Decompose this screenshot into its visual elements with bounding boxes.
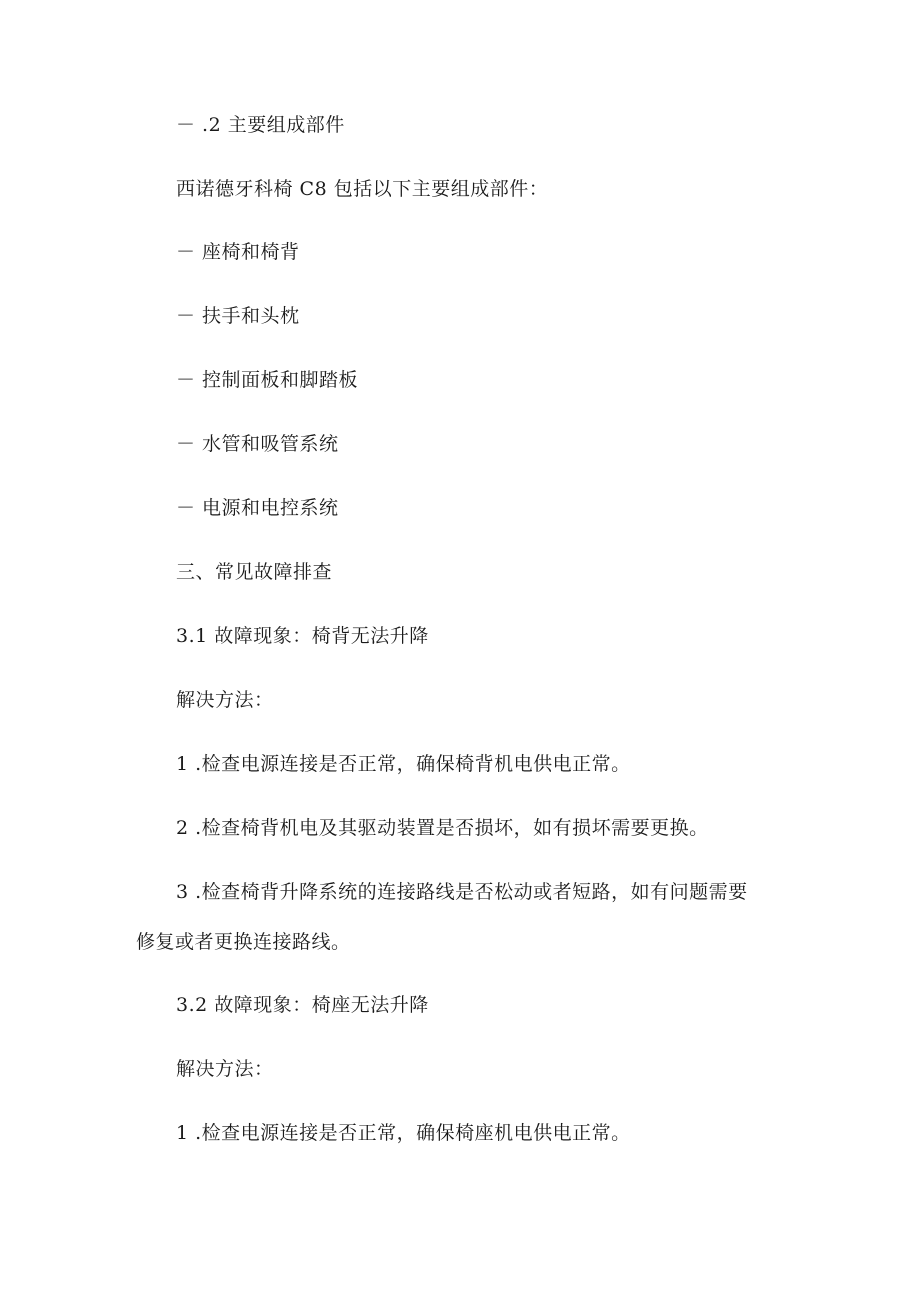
section-heading-3: 三、常见故障排查 [176,561,333,583]
solution-step-2: 2 .检查椅背机电及其驱动装置是否损坏，如有损坏需要更换。 [176,817,709,839]
section-heading-1-2: － .2 主要组成部件 [176,114,345,136]
components-intro: 西诺德牙科椅 C8 包括以下主要组成部件： [176,178,549,200]
list-item-power-control: － 电源和电控系统 [176,497,339,519]
list-item-water-suction: － 水管和吸管系统 [176,433,339,455]
list-item-armrest-headrest: － 扶手和头枕 [176,305,300,327]
solution-label-1: 解决方法： [176,689,274,711]
solution-step-3-continued: 修复或者更换连接路线。 [136,931,351,953]
solution-step-3: 3 .检查椅背升降系统的连接路线是否松动或者短路，如有问题需要 [176,881,748,903]
fault-heading-3-1: 3.1 故障现象：椅背无法升降 [176,625,429,647]
solution-label-2: 解决方法： [176,1058,274,1080]
fault-heading-3-2: 3.2 故障现象：椅座无法升降 [176,994,429,1016]
list-item-seat-backrest: － 座椅和椅背 [176,241,300,263]
solution-step-1-seat: 1 .检查电源连接是否正常，确保椅座机电供电正常。 [176,1122,631,1144]
solution-step-1: 1 .检查电源连接是否正常，确保椅背机电供电正常。 [176,753,631,775]
list-item-control-panel: － 控制面板和脚踏板 [176,369,359,391]
